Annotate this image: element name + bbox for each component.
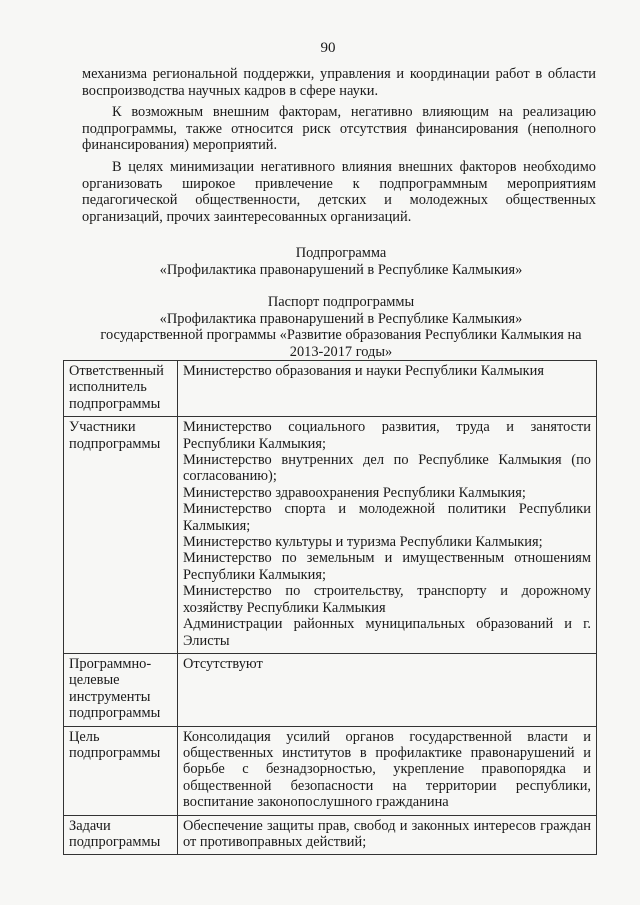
row-content [178,815,597,855]
list-item: Министерство образования и науки Республики Калмыкия [183,363,544,379]
passport-heading-line: «Профилактика правонарушений в Республике Калмыкия» [159,310,523,327]
row-content [178,726,597,815]
page-number: 90 [320,40,336,56]
table-row [64,417,597,654]
passport-heading [76,294,606,360]
row-content [178,653,597,726]
subprogram-heading [76,245,606,278]
list-item: Министерство культуры и туризма Республики Калмыкия; [183,534,543,551]
row-label: Ответственный исполнитель подпрограммы [64,361,178,417]
table-row [64,726,597,815]
passport-table [63,360,597,855]
list-item: Министерство социального развития, труда и занятости Республики Калмыкия; [183,419,591,452]
paragraph: К возможным внешним факторам, негативно влияющим на реализацию подпрограммы, также относится риск отсутствия финансирования (неполного финансирования) мероприятий. [82,104,596,154]
table-row [64,653,597,726]
row-label: Цель подпрограммы [64,726,178,815]
paragraph: механизма региональной поддержки, управления и координации работ в области воспроизводства научных кадров в сфере науки. [82,66,596,99]
table-row [64,361,597,417]
list-item: Министерство по земельным и имущественным отношениям Республики Калмыкия; [183,550,591,583]
row-content [178,361,597,417]
list-item: Обеспечение защиты прав, свобод и законных интересов граждан от противоправных действий; [183,817,591,850]
list-item: Министерство внутренних дел по Республике Калмыкия (по согласованию); [183,452,591,485]
table-row [64,815,597,855]
list-item: Консолидация усилий органов государственной власти и общественных институтов в профилактике правонарушений и борьбе с безнадзорностью, укрепление правопорядка и общественной безопасности на территории республики, воспитание законопослушного гражданина [183,728,591,811]
subprogram-heading-line: Подпрограмма [295,245,387,261]
passport-heading-line: государственной программы «Развитие образования Республики Калмыкия на [100,327,582,344]
row-label: Задачи подпрограммы [64,815,178,855]
list-item: Министерство спорта и молодежной политики Республики Калмыкия; [183,501,591,534]
passport-heading-line: 2013-2017 годы» [289,343,393,360]
list-item: Отсутствуют [183,655,263,672]
passport-heading-line: Паспорт подпрограммы [267,294,415,310]
list-item: Администрации районных муниципальных образований и г. Элисты [183,616,591,649]
row-label: Участники подпрограммы [64,417,178,654]
subprogram-heading-line: «Профилактика правонарушений в Республике Калмыкия» [159,261,523,278]
body-text [82,66,596,230]
paragraph: В целях минимизации негативного влияния внешних факторов необходимо организовать широкое привлечение к подпрограммным мероприятиям педагогической общественности, детских и молодежных общественных организаций, прочих заинтересованных организаций. [82,158,596,225]
row-content [178,417,597,654]
list-item: Министерство по строительству, транспорту и дорожному хозяйству Республики Калмыкия [183,583,591,616]
list-item: Министерство здравоохранения Республики Калмыкия; [183,484,526,501]
row-label: Программно-целевые инструменты подпрограммы [64,653,178,726]
